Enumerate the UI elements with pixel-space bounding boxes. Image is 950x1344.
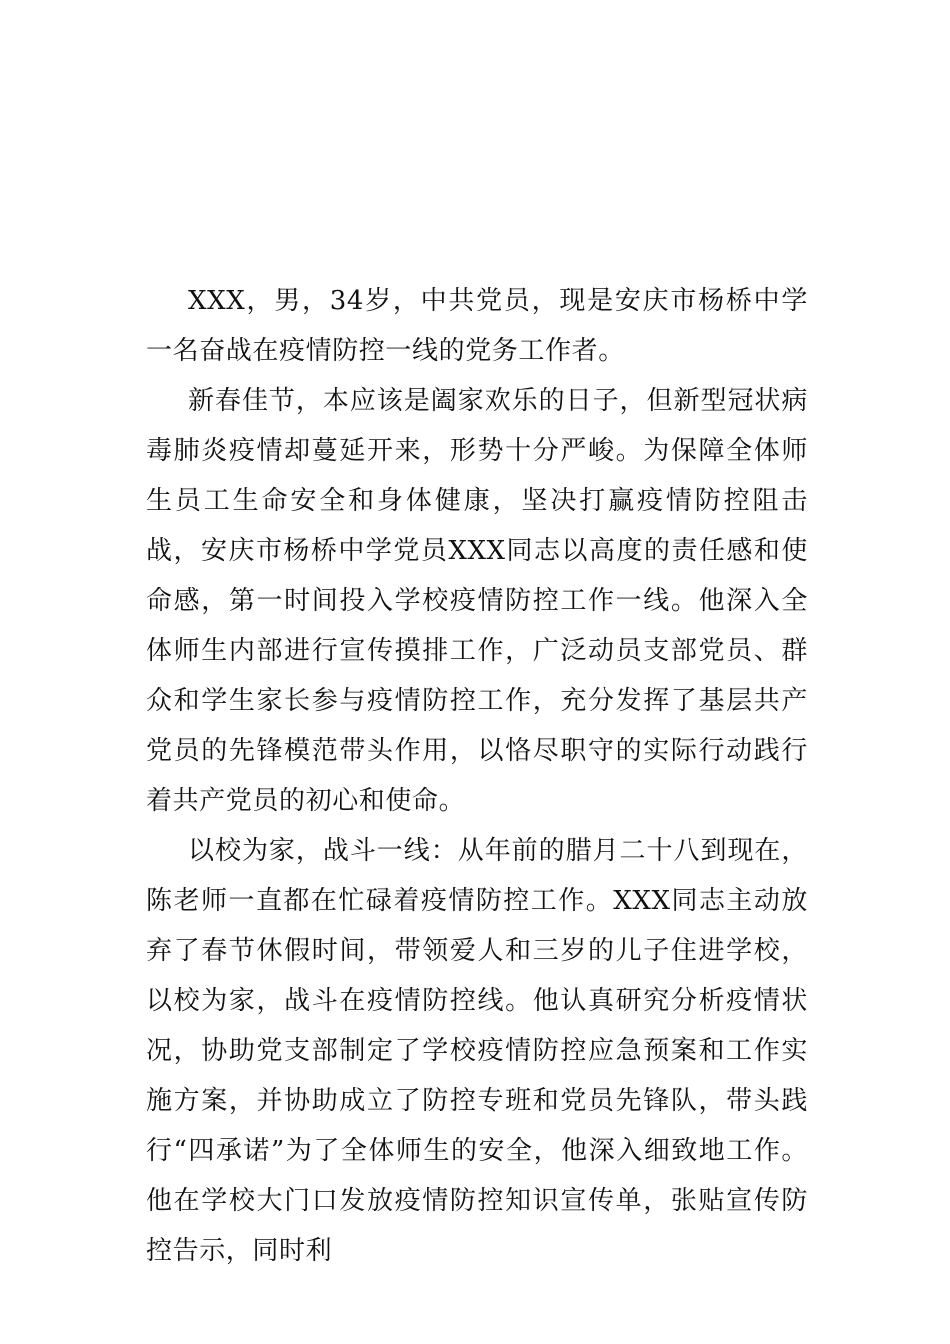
document-body xyxy=(146,276,808,1276)
paragraph-background: 新春佳节，本应该是阖家欢乐的日子，但新型冠状病毒肺炎疫情却蔓延开来，形势十分严峻。为保障全体师生员工生命安全和身体健康，坚决打赢疫情防控阻击战，安庆市杨桥中学党员XXX同志以高度的责任感和使命感，第一时间投入学校疫情防控工作一线。他深入全体师生内部进行宣传摸排工作，广泛动员支部党员、群众和学生家长参与疫情防控工作，充分发挥了基层共产党员的先锋模范带头作用，以恪尽职守的实际行动践行着共产党员的初心和使命。 xyxy=(146,386,808,816)
paragraph-frontline: 以校为家，战斗一线：从年前的腊月二十八到现在，陈老师一直都在忙碌着疫情防控工作。XXX同志主动放弃了春节休假时间，带领爱人和三岁的儿子住进学校，以校为家，战斗在疫情防控线。他认真研究分析疫情状况，协助党支部制定了学校疫情防控应急预案和工作实施方案，并协助成立了防控专班和党员先锋队，带头践行“四承诺”为了全体师生的安全，他深入细致地工作。他在学校大门口发放疫情防控知识宣传单，张贴宣传防控告示，同时利 xyxy=(146,836,808,1266)
paragraph-intro: XXX，男，34岁，中共党员，现是安庆市杨桥中学一名奋战在疫情防控一线的党务工作者。 xyxy=(146,286,808,366)
